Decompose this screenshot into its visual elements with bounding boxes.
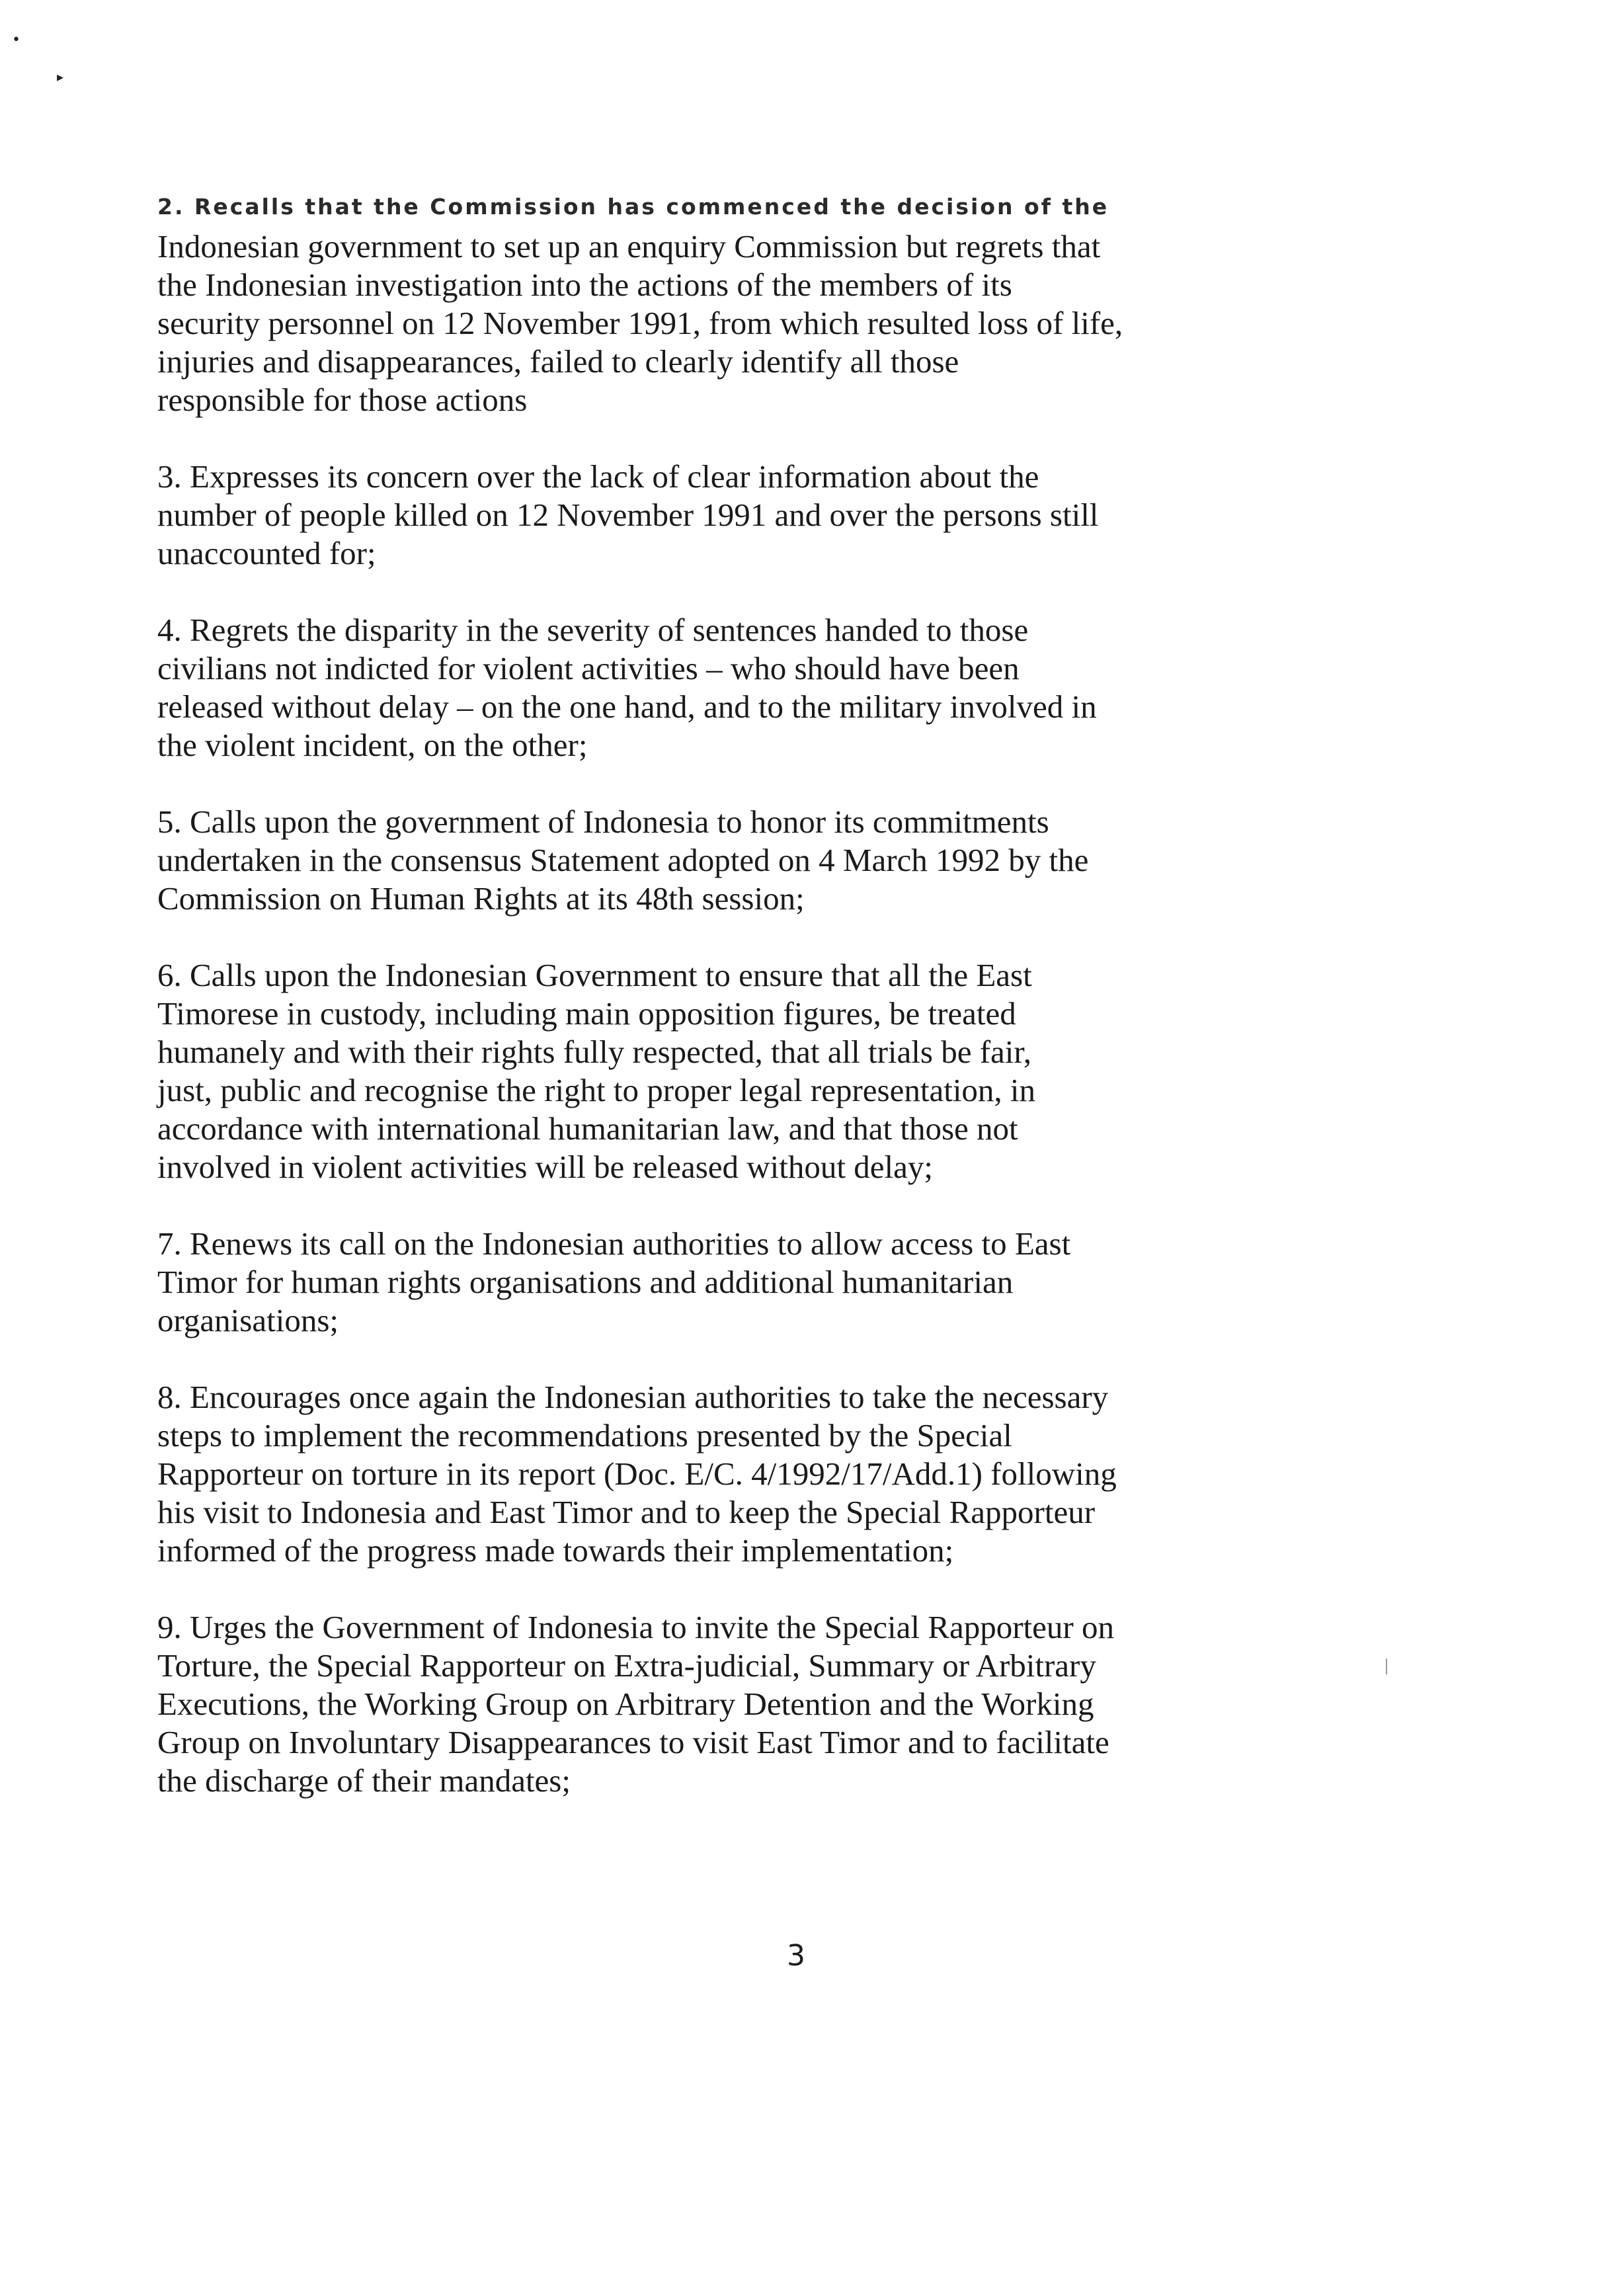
paragraph-line: security personnel on 12 November 1991, from which resulted loss of life, [157, 305, 1123, 341]
resolution-body [157, 193, 1189, 1838]
paragraph-line: just, public and recognise the right to proper legal representation, in [157, 1072, 1036, 1108]
paragraph-line: Timor for human rights organisations and additional humanitarian [157, 1264, 1014, 1300]
paragraph-line: 7. Renews its call on the Indonesian authorities to allow access to East [157, 1225, 1071, 1262]
paragraph-line: Torture, the Special Rapporteur on Extra-judicial, Summary or Arbitrary [157, 1647, 1096, 1684]
paragraph-line: Executions, the Working Group on Arbitrary Detention and the Working [157, 1686, 1094, 1722]
paragraph-8 [157, 1378, 1189, 1570]
paragraph-line: Group on Involuntary Disappearances to visit East Timor and to facilitate [157, 1724, 1109, 1760]
paragraph-5 [157, 803, 1189, 918]
paragraph-line: Indonesian government to set up an enquiry Commission but regrets that [157, 228, 1101, 265]
paragraph-line: Timorese in custody, including main opposition figures, be treated [157, 995, 1016, 1032]
paragraph-line: 3. Expresses its concern over the lack of clear information about the [157, 458, 1039, 495]
paragraph-line: organisations; [157, 1302, 339, 1338]
paragraph-line: injuries and disappearances, failed to clearly identify all those [157, 343, 959, 380]
paragraph-line: released without delay – on the one hand, and to the military involved in [157, 688, 1097, 725]
paragraph-line: 6. Calls upon the Indonesian Government to ensure that all the East [157, 957, 1032, 993]
page-number: 3 [787, 1939, 805, 1973]
paragraph-line: 2. Recalls that the Commission has commenced the decision of the [157, 194, 1109, 220]
paragraph-line: undertaken in the consensus Statement adopted on 4 March 1992 by the [157, 842, 1089, 878]
paragraph-line: accordance with international humanitarian law, and that those not [157, 1110, 1018, 1147]
paragraph-line: civilians not indicted for violent activities – who should have been [157, 650, 1020, 686]
paragraph-line: number of people killed on 12 November 1991 and over the persons still [157, 497, 1099, 533]
paragraph-line: Commission on Human Rights at its 48th session; [157, 880, 805, 917]
paragraph-line: 9. Urges the Government of Indonesia to invite the Special Rapporteur on [157, 1609, 1114, 1645]
paragraph-line: the discharge of their mandates; [157, 1762, 571, 1799]
paragraph-line: 5. Calls upon the government of Indonesia to honor its commitments [157, 803, 1049, 840]
paragraph-line: steps to implement the recommendations presented by the Special [157, 1417, 1012, 1454]
paragraph-line: involved in violent activities will be released without delay; [157, 1149, 933, 1185]
paragraph-6 [157, 956, 1189, 1186]
paragraph-line: Rapporteur on torture in its report (Doc. E/C. 4/1992/17/Add.1) following [157, 1456, 1117, 1492]
paragraph-4 [157, 611, 1189, 764]
paragraph-2 [157, 193, 1189, 419]
paragraph-line: unaccounted for; [157, 535, 376, 571]
scan-artifact-mark [1386, 1659, 1387, 1674]
paragraph-7 [157, 1225, 1189, 1340]
corner-arrow-mark: ▸ [57, 69, 64, 85]
paragraph-9 [157, 1608, 1189, 1800]
paragraph-line: the Indonesian investigation into the actions of the members of its [157, 266, 1012, 303]
corner-dot-mark: • [12, 32, 20, 48]
paragraph-line: humanely and with their rights fully respected, that all trials be fair, [157, 1034, 1031, 1070]
paragraph-line: his visit to Indonesia and East Timor and to keep the Special Rapporteur [157, 1494, 1096, 1530]
paragraph-line: responsible for those actions [157, 382, 528, 418]
paragraph-line: 4. Regrets the disparity in the severity of sentences handed to those [157, 612, 1029, 648]
paragraph-line: the violent incident, on the other; [157, 727, 588, 763]
paragraph-line: 8. Encourages once again the Indonesian authorities to take the necessary [157, 1379, 1109, 1415]
paragraph-line: informed of the progress made towards their implementation; [157, 1532, 954, 1569]
paragraph-3 [157, 458, 1189, 573]
